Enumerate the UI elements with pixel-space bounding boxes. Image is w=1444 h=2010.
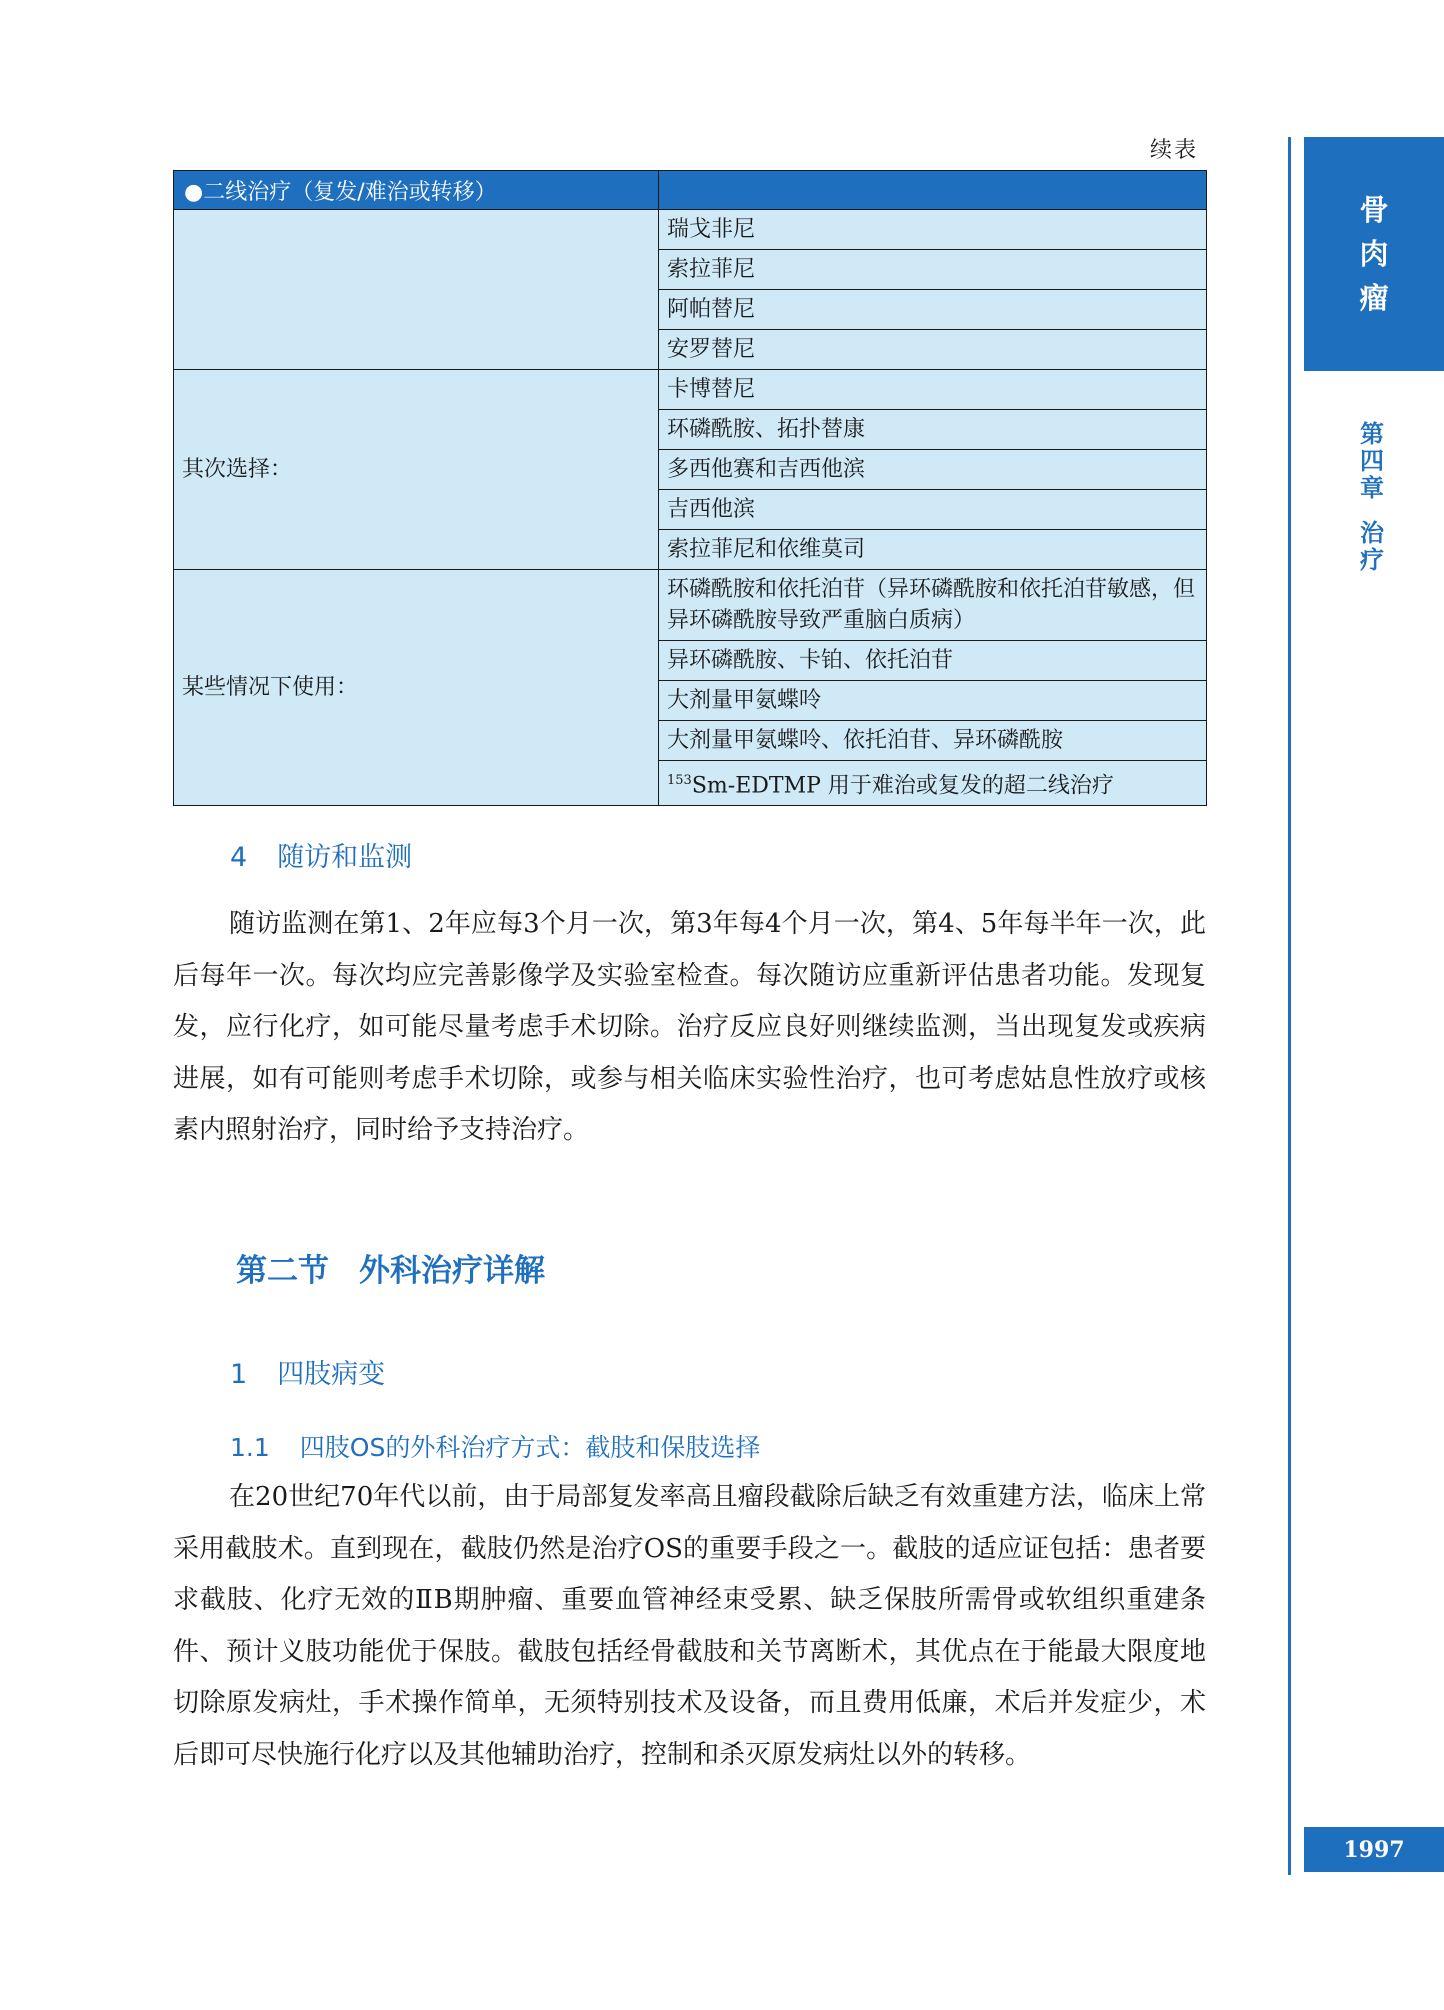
section-1-1-heading [230,1428,760,1464]
chapter-section-number: 第二节 [236,1253,329,1289]
drug-text: Sm-EDTMP 用于难治或复发的超二线治疗 [691,773,1114,799]
table-header-row [174,171,1207,210]
topic-char: 治 [1360,518,1384,547]
category-cell [174,210,659,370]
amputation-paragraph: 在20世纪70年代以前，由于局部复发率高且瘤段截除后缺乏有效重建方法，临床上常采用截肢术。直到现在，截肢仍然是治疗OS的重要手段之一。截肢的适应证包括：患者要求截肢、化疗无效的ⅡB期肿瘤、重要血管神经束受累、缺乏保肢所需骨或软组织重建条件、预计义肢功能优于保肢。截肢包括经骨截肢和关节离断术，其优点在于能最大限度地切除原发病灶，手术操作简单，无须特别技术及设备，而且费用低廉，术后并发症少，术后即可尽快施行化疗以及其他辅助治疗，控制和杀灭原发病灶以外的转移。 [173,1482,1206,1770]
margin-rule [1288,137,1291,1875]
side-tab-char: 瘤 [1359,281,1389,315]
table-row [174,570,1207,641]
chapter-char: 章 [1360,473,1384,502]
category-cell: 某些情况下使用： [174,570,659,806]
drug-cell: 卡博替尼 [659,370,1207,410]
topic-side-tab [1304,137,1444,371]
section-title: 四肢病变 [277,1359,386,1390]
drug-cell: 索拉菲尼 [659,250,1207,290]
chapter-section-title: 外科治疗详解 [359,1253,545,1289]
section-1-heading [230,1352,385,1391]
table-header-left: ●二线治疗（复发/难治或转移） [174,171,659,210]
table-header-right [659,171,1207,210]
section-title: 四肢OS的外科治疗方式：截肢和保肢选择 [299,1433,761,1462]
drug-cell: 大剂量甲氨蝶呤 [659,681,1207,721]
topic-char: 疗 [1360,545,1384,574]
isotope-superscript: 153 [667,773,692,788]
table-row [174,370,1207,410]
drug-cell: 瑞戈非尼 [659,210,1207,250]
page-number: 1997 [1304,1827,1444,1872]
drug-cell: 环磷酰胺、拓扑替康 [659,410,1207,450]
drug-cell: 索拉菲尼和依维莫司 [659,530,1207,570]
chapter-char: 四 [1360,446,1384,475]
section-number: 1 [230,1359,248,1390]
chapter-char: 第 [1360,419,1384,448]
section-title: 随访和监测 [277,842,413,873]
drug-cell [659,761,1207,806]
continued-label: 续表 [1150,138,1199,163]
side-tab-char: 骨 [1359,193,1389,227]
follow-up-paragraph: 随访监测在第1、2年应每3个月一次，第3年每4个月一次，第4、5年每半年一次，此后每年一次。每次均应完善影像学及实验室检查。每次随访应重新评估患者功能。发现复发，应行化疗，如可能尽量考虑手术切除。治疗反应良好则继续监测，当出现复发或疾病进展，如有可能则考虑手术切除，或参与相关临床实验性治疗，也可考虑姑息性放疗或核素内照射治疗，同时给予支持治疗。 [173,909,1206,1145]
drug-cell: 阿帕替尼 [659,290,1207,330]
drug-cell: 多西他赛和吉西他滨 [659,450,1207,490]
section-number: 1.1 [230,1433,270,1462]
chapter-section-heading [236,1245,545,1290]
table-row [174,210,1207,250]
drug-cell: 异环磷酰胺、卡铂、依托泊苷 [659,641,1207,681]
drug-cell: 环磷酰胺和依托泊苷（异环磷酰胺和依托泊苷敏感，但异环磷酰胺导致严重脑白质病） [659,570,1207,641]
side-tab-char: 肉 [1359,237,1389,271]
category-cell: 其次选择： [174,370,659,570]
drug-table [173,170,1207,806]
drug-cell: 安罗替尼 [659,330,1207,370]
chapter-vertical-label [1352,420,1392,573]
drug-cell: 大剂量甲氨蝶呤、依托泊苷、异环磷酰胺 [659,721,1207,761]
drug-cell: 吉西他滨 [659,490,1207,530]
section-4-heading [230,835,412,874]
section-number: 4 [230,842,248,873]
